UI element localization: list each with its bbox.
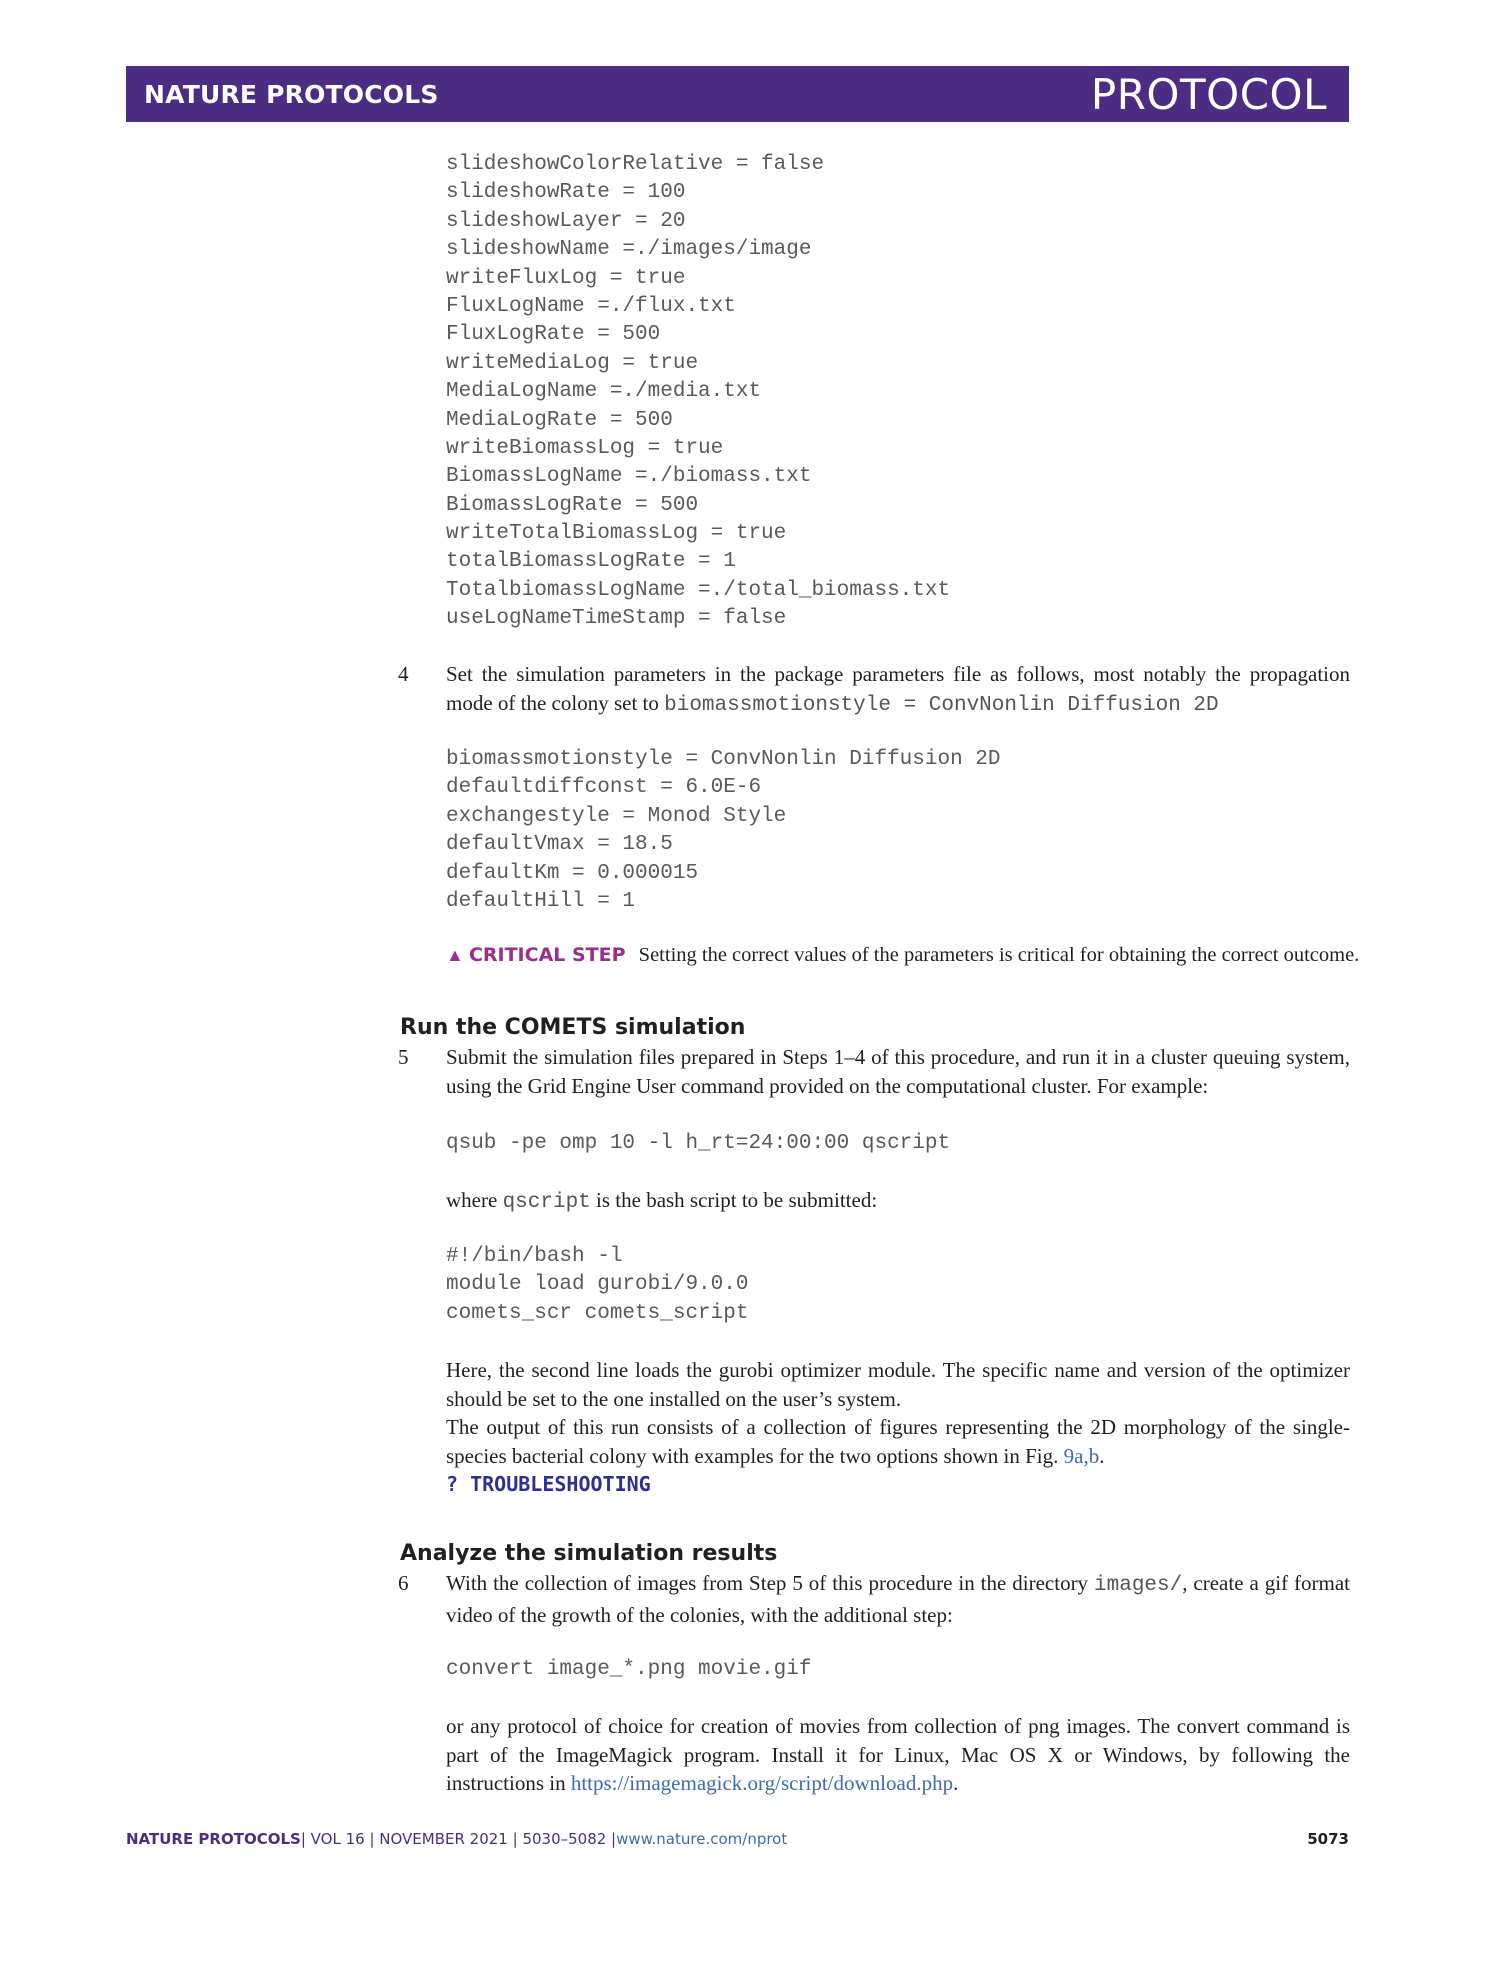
footer-citation — [126, 1830, 787, 1848]
code-line: useLogNameTimeStamp = false — [446, 607, 787, 631]
code-line: writeTotalBiomassLog = true — [446, 522, 787, 546]
code-line: FluxLogName =./flux.txt — [446, 294, 736, 318]
footer-volume-info: | VOL 16 | NOVEMBER 2021 | 5030–5082 | — [300, 1830, 617, 1848]
critical-step-label: CRITICAL STEP — [468, 944, 626, 966]
step-4-text: Set the simulation parameters in the package parameters file as follows, most notably the propagation mode of the colony set to — [446, 662, 1350, 715]
inline-code: images/ — [1094, 1574, 1183, 1597]
step-text: Submit the simulation files prepared in Steps 1–4 of this procedure, and run it in a cluster queuing system, using the Grid Engine User command provided on the computational cluster. For example: — [446, 1045, 1350, 1098]
code-line: slideshowLayer = 20 — [446, 209, 686, 233]
section-heading-analyze: Analyze the simulation results — [400, 1541, 778, 1566]
step-5 — [400, 1043, 1350, 1100]
code-line: FluxLogRate = 500 — [446, 323, 661, 347]
paragraph — [446, 1413, 1350, 1470]
code-line: slideshowRate = 100 — [446, 181, 686, 205]
inline-code: qscript — [502, 1191, 591, 1214]
section-heading-run: Run the COMETS simulation — [400, 1015, 746, 1040]
step-5-explanation — [400, 1356, 1350, 1499]
troubleshooting-link[interactable]: ? TROUBLESHOOTING — [446, 1472, 651, 1496]
where-text-end: is the bash script to be submitted: — [590, 1188, 878, 1212]
journal-name: NATURE PROTOCOLS — [144, 80, 439, 109]
journal-header — [126, 66, 1349, 122]
warning-triangle-icon: ▲ — [446, 945, 464, 965]
code-line: MediaLogRate = 500 — [446, 408, 673, 432]
code-line: TotalbiomassLogName =./total_biomass.txt — [446, 578, 951, 602]
paragraph: Here, the second line loads the gurobi optimizer module. The specific name and version of the optimizer should be set to the one installed on the user’s system. — [446, 1358, 1350, 1411]
code-line: BiomassLogName =./biomass.txt — [446, 465, 812, 489]
bash-script-code-block — [446, 1243, 748, 1328]
code-line: defaultKm = 0.000015 — [446, 861, 699, 885]
step-text — [446, 660, 1350, 720]
footer-journal: NATURE PROTOCOLS — [126, 1830, 301, 1848]
code-line: convert image_*.png movie.gif — [446, 1658, 812, 1681]
package-parameters-code-block — [446, 746, 1001, 916]
log-settings-code-block — [446, 151, 950, 634]
convert-command — [446, 1656, 811, 1684]
code-line: slideshowName =./images/image — [446, 238, 812, 262]
step-number: 6 — [398, 1571, 409, 1595]
paragraph-end: . — [953, 1771, 959, 1795]
page-number: 5073 — [1307, 1830, 1349, 1848]
code-line: MediaLogName =./media.txt — [446, 380, 762, 404]
step-text: With the collection of images from Step 5 of this procedure in the directory — [446, 1571, 1095, 1595]
step-6-explanation — [400, 1712, 1350, 1798]
code-line: writeMediaLog = true — [446, 351, 699, 375]
step-number: 4 — [398, 662, 409, 686]
code-line: exchangestyle = Monod Style — [446, 804, 787, 828]
footer-url[interactable]: www.nature.com/nprot — [616, 1830, 788, 1848]
article-type: PROTOCOL — [1090, 70, 1327, 119]
step-6 — [400, 1569, 1350, 1629]
code-line: defaultVmax = 18.5 — [446, 833, 673, 857]
code-line: #!/bin/bash -l — [446, 1245, 623, 1268]
code-line: defaultHill = 1 — [446, 889, 636, 913]
paragraph-text: The output of this run consists of a collection of figures representing the 2D morphology of the single-species bacterial colony with examples for the two options shown in Fig. — [446, 1415, 1350, 1468]
code-line: qsub -pe omp 10 -l h_rt=24:00:00 qscript — [446, 1132, 951, 1155]
page-footer — [126, 1830, 1349, 1848]
figure-link[interactable]: 9a,b — [1063, 1443, 1100, 1468]
code-line: writeFluxLog = true — [446, 266, 686, 290]
qsub-command — [446, 1130, 950, 1158]
code-line: slideshowColorRelative = false — [446, 153, 825, 176]
where-sentence — [400, 1186, 1350, 1218]
critical-step-text: Setting the correct values of the parameters is critical for obtaining the correct outcome. — [638, 944, 1360, 966]
paragraph-text: or any protocol of choice for creation of movies from collection of png images. The convert command is part of the ImageMagick program. Install it for Linux, Mac OS X or Windows, by following the instructions in — [446, 1714, 1350, 1795]
inline-code: biomassmotionstyle = ConvNonlin Diffusion 2D — [664, 693, 1219, 717]
paragraph-end: . — [1099, 1443, 1105, 1468]
step-text-end: , create a gif format video of the growth of the colonies, with the additional step: — [446, 1571, 1350, 1627]
step-4 — [400, 660, 1350, 720]
code-line: module load gurobi/9.0.0 — [446, 1273, 749, 1297]
code-line: comets_scr comets_script — [446, 1301, 749, 1325]
code-line: defaultdiffconst = 6.0E-6 — [446, 776, 762, 800]
code-line: totalBiomassLogRate = 1 — [446, 550, 736, 574]
step-number: 5 — [398, 1045, 409, 1069]
code-line: writeBiomassLog = true — [446, 436, 724, 460]
code-line: BiomassLogRate = 500 — [446, 493, 699, 517]
code-line: biomassmotionstyle = ConvNonlin Diffusion 2D — [446, 748, 1001, 771]
where-text: where — [446, 1188, 503, 1212]
imagemagick-download-link[interactable]: https://imagemagick.org/script/download.php — [570, 1771, 954, 1795]
critical-step-note — [446, 944, 1359, 967]
